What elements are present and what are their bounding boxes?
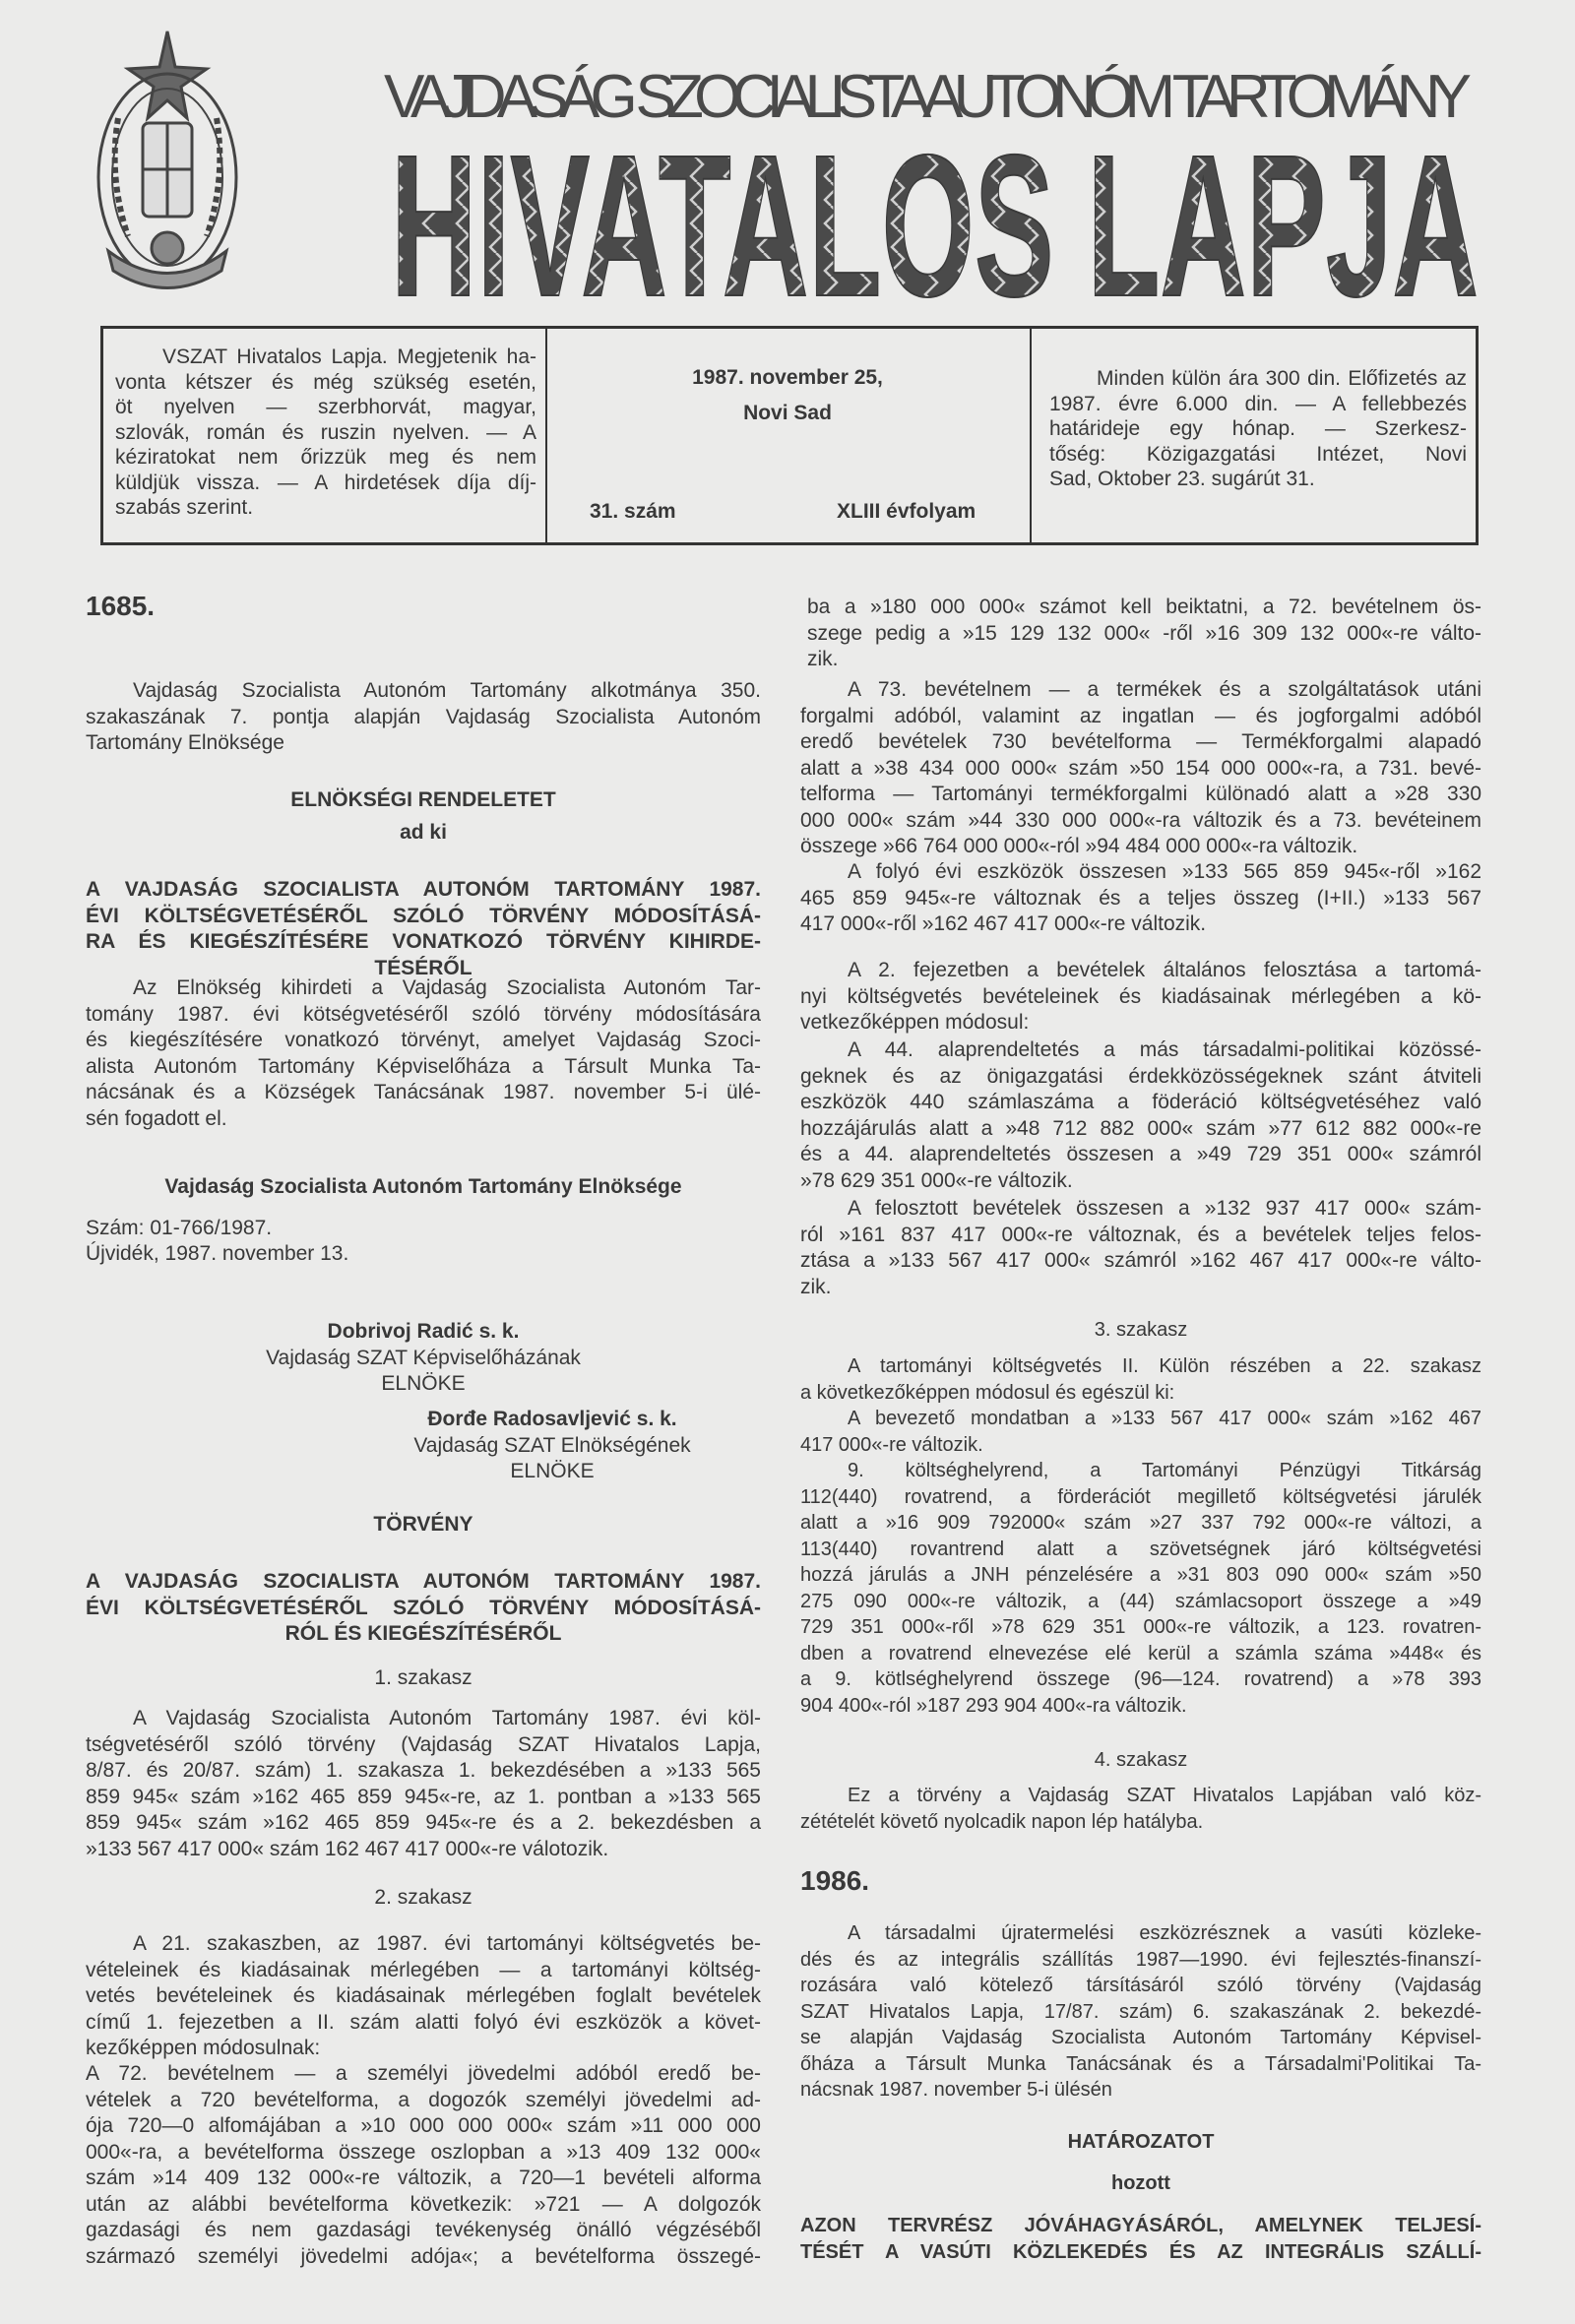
decree-heading: ELNÖKSÉGI RENDELETET xyxy=(290,788,556,811)
text-line: ÉVI KÖLTSÉGVETÉSÉRŐL SZÓLÓ TÖRVÉNY MÓDOSÍTÁSÁ- xyxy=(86,904,761,927)
paragraph xyxy=(800,1037,1481,1194)
law-title xyxy=(86,1569,761,1648)
reference-date: Újvidék, 1987. november 13. xyxy=(86,1242,349,1265)
text-line: nyi költségvetés bevételeinek és kiadásainak mérlegében a kö- xyxy=(800,984,1481,1008)
text-line: alatt a »38 434 000 000« szám »50 154 000 000«-ra, a 731. bevé- xyxy=(800,756,1481,780)
text-line: Tartomány Elnöksége xyxy=(86,731,284,754)
text-line: vonta kétszer és még szükség esetén, xyxy=(115,370,536,394)
text-line: őháza a Társult Munka Tanácsának és a Társadalmi'Politikai Ta- xyxy=(800,2052,1481,2075)
text-line: határideje egy hónap. — Szerkesz- xyxy=(1049,417,1467,440)
decree-body xyxy=(86,975,761,1132)
text-line: dés és az integrális szállítás 1987—1990. évi fejlesztés-finanszí- xyxy=(800,1948,1481,1971)
section-3-body xyxy=(800,1458,1481,1719)
text-line: zik. xyxy=(807,648,839,670)
signatory-title: ELNÖKE xyxy=(381,1372,466,1395)
text-line: TÉSÉRŐL xyxy=(374,956,472,979)
text-line: hozzájárulás alatt a »48 712 882 000« szám »77 612 882 000«-re xyxy=(800,1116,1481,1140)
text-line: ztása a »133 567 417 000« számról »162 467 417 000«-re válto- xyxy=(800,1249,1481,1272)
text-line: Sad, Oktober 23. sugárút 31. xyxy=(1049,468,1315,490)
text-line: 465 859 945«-re változnak és a teljes összeg (I+II.) »133 567 xyxy=(800,886,1481,910)
emblem-icon xyxy=(89,30,246,295)
subscription-info xyxy=(1049,366,1467,492)
preamble xyxy=(86,678,761,757)
text-line: tőség: Közigazgatási Intézet, Novi xyxy=(1049,442,1467,466)
paragraph xyxy=(800,1196,1481,1300)
text-line: dben a rovatrend elnevezése elé kerül a számla száma »448« és xyxy=(800,1642,1481,1664)
text-line: A 72. bevételnem — a személyi jövedelmi adóból eredő be- xyxy=(86,2062,761,2085)
text-line: vételeinek és kiadásainak mérlegében — a tartományi költség- xyxy=(86,1958,761,1981)
masthead-title xyxy=(379,64,1481,300)
signature-2 xyxy=(257,1407,848,1485)
text-line: és kiegészítésére vonatkozó törvényt, amelyet Vajdaság Szoci- xyxy=(86,1029,761,1051)
text-line: 1987. évre 6.000 din. — A fellebbezés xyxy=(1049,392,1467,415)
continued-text xyxy=(800,595,1481,673)
text-line: hozzá járulás a JNH pénzelésére a »31 803 090 000« szám »50 xyxy=(800,1564,1481,1586)
text-line: gazdasági és nem gazdasági tevékenység önálló végzéséből xyxy=(86,2219,761,2241)
decree-title xyxy=(86,877,761,981)
section-2-body-cont xyxy=(86,2061,761,2270)
publication-title: HIVATALOS LAPJA xyxy=(391,113,1479,300)
paragraph xyxy=(800,859,1481,938)
text-line: eredő bevételek 730 bevételforma — Termékforgalmi alapadó xyxy=(800,730,1481,753)
paragraph xyxy=(800,677,1481,860)
signatory-name: Dobrivoj Radić s. k. xyxy=(327,1320,520,1343)
section-3-body xyxy=(800,1353,1481,1406)
text-line: összege »66 764 000 000«-ról »94 484 000 000«-ra változik. xyxy=(800,835,1358,857)
text-line: 000«-ra, a bevételforma összege oszlopban a »13 409 132 000« xyxy=(86,2140,761,2164)
text-line: A tartományi költségvetés II. Külön részében a 22. szakasz xyxy=(848,1355,1481,1377)
text-line: forgalmi adóból, valamint az ingatlan — és jogforgalmi adóból xyxy=(800,704,1481,727)
text-line: RÓL ÉS KIEGÉSZÍTÉSÉRŐL xyxy=(284,1622,562,1645)
signatory-role: Vajdaság SZAT Képviselőházának xyxy=(266,1346,581,1369)
section-4-body xyxy=(800,1783,1481,1835)
text-line: című 1. fejezetben a II. szám alatti folyó évi eszközök a követ- xyxy=(86,2010,761,2034)
text-line: 729 351 000«-ről »78 629 351 000«-re változik, a 123. rovatren- xyxy=(800,1616,1481,1638)
text-line: nácsnak 1987. november 5-i ülésén xyxy=(800,2079,1112,2101)
text-line: A VAJDASÁG SZOCIALISTA AUTONÓM TARTOMÁNY 1987. xyxy=(86,1570,761,1593)
text-line: AZON TERVRÉSZ JÓVÁHAGYÁSÁRÓL, AMELYNEK TELJESÍ- xyxy=(800,2215,1481,2236)
text-line: Az Elnökség kihirdeti a Vajdaság Szocialista Autonóm Tar- xyxy=(133,976,761,999)
text-line: SZAT Hivatalos Lapja, 17/87. szám) 6. szakaszának 2. bekezdé- xyxy=(800,2000,1481,2023)
text-line: szlovák, román és ruszin nyelven. — A xyxy=(115,420,536,444)
text-line: 000 000« szám »44 330 000 000«-ra változik és a 73. bevéteinem xyxy=(800,808,1481,832)
paragraph xyxy=(800,958,1481,1036)
text-line: 9. költséghelyrend, a Tartományi Pénzügyi Titkárság xyxy=(848,1460,1481,1481)
signatory-name: Đorđe Radosavljević s. k. xyxy=(427,1408,677,1430)
text-line: 417 000«-ről »162 467 417 000«-re változik. xyxy=(800,912,1207,935)
issue-number: 31. szám xyxy=(590,500,676,523)
text-line: RA ÉS KIEGÉSZÍTÉSÉRE VONATKOZÓ TÖRVÉNY KIHIRDE- xyxy=(86,930,761,953)
issue-place: Novi Sad xyxy=(743,402,832,424)
text-line: A folyó évi eszközök összesen »133 565 859 945«-ről »162 xyxy=(848,860,1481,883)
text-line: geknek és az önigazgatási érdekközösségeknek szánt átviteli xyxy=(800,1064,1481,1088)
text-line: se alapján Vajdaság Szocialista Autonóm Tartomány Képvisel- xyxy=(800,2027,1481,2048)
text-line: A VAJDASÁG SZOCIALISTA AUTONÓM TARTOMÁNY 1987. xyxy=(86,878,761,901)
text-line: tségvetéséről szóló törvény (Vajdaság SZAT Hivatalos Lapja, xyxy=(86,1732,761,1756)
text-line: 8/87. és 20/87. szám) 1. szakasza 1. bekezdésében a »133 565 xyxy=(86,1759,761,1782)
issuer: Vajdaság Szocialista Autonóm Tartomány Elnöksége xyxy=(164,1175,682,1198)
text-line: után az alábbi bevételforma következik: »721 — A dolgozók xyxy=(86,2192,761,2216)
text-line: Minden külön ára 300 din. Előfizetés az xyxy=(1097,367,1467,390)
text-line: tomány 1987. évi kötségvetéséről szóló törvény módosítására xyxy=(86,1002,761,1026)
law-heading: TÖRVÉNY xyxy=(373,1513,473,1536)
act-number: 1986. xyxy=(800,1865,870,1896)
decision-heading: HATÁROZATOT xyxy=(1067,2131,1215,2153)
text-line: a következőképpen módosul és egészül ki: xyxy=(800,1381,1175,1404)
text-line: szege pedig a »15 129 132 000« -ről »16 309 132 000«-re válto- xyxy=(807,621,1481,645)
text-line: kezőképpen módosulnak: xyxy=(86,2037,321,2059)
section-2-heading: 2. szakasz xyxy=(374,1886,472,1909)
section-1-heading: 1. szakasz xyxy=(374,1666,472,1689)
act-number: 1685. xyxy=(86,591,156,621)
reference-number: Szám: 01-766/1987. xyxy=(86,1217,273,1239)
decision-title xyxy=(800,2213,1481,2265)
text-line: 859 945« szám »162 465 859 945«-re és a 2. bekezdésben a xyxy=(86,1811,761,1834)
text-line: öt nyelven — szerbhorvát, magyar, xyxy=(115,396,536,418)
text-line: ról »161 837 417 000«-re változnak, és a bevételek teljes felos- xyxy=(800,1223,1481,1246)
text-line: ója 720—0 alfomájában a »10 000 000 000« szám »11 000 000 xyxy=(86,2114,761,2137)
text-line: szabás szerint. xyxy=(115,496,254,519)
signature-1 xyxy=(86,1319,761,1398)
section-4-heading: 4. szakasz xyxy=(1094,1749,1188,1771)
text-line: A 2. fejezetben a bevételek általános felosztása a tartomá- xyxy=(848,959,1481,981)
preamble xyxy=(800,1920,1481,2104)
text-line: és a 44. alaprendeltetés összesen a »49 729 351 000« számról xyxy=(800,1143,1481,1165)
text-line: vetés bevételeinek és kiadásainak mérlegében foglalt bevételek xyxy=(86,1984,761,2007)
text-line: 112(440) rovatrend, a förderációt megillető költségvetési járulék xyxy=(800,1485,1481,1508)
text-line: kéziratokat nem őrizzük meg és nem xyxy=(115,446,536,469)
text-line: sén fogadott el. xyxy=(86,1106,227,1130)
text-line: Ez a törvény a Vajdaság SZAT Hivatalos Lapjában való köz- xyxy=(848,1785,1481,1806)
text-line: A Vajdaság Szocialista Autonóm Tartomány 1987. évi köl- xyxy=(133,1707,761,1729)
text-line: TÉSÉT A VASÚTI KÖZLEKEDÉS ÉS AZ INTEGRÁLIS SZÁLLÍ- xyxy=(800,2240,1481,2263)
text-line: vételek a 720 bevételforma, a dogozók személyi jövedelmi ad- xyxy=(86,2088,761,2111)
text-line: Vajdaság Szocialista Autonóm Tartomány alkotmánya 350. xyxy=(133,679,761,702)
signatory-role: Vajdaság SZAT Elnökségének xyxy=(413,1433,691,1457)
text-line: 417 000«-re változik. xyxy=(800,1433,983,1456)
text-line: 859 945« szám »162 465 859 945«-re, az 1. pontban a »133 565 xyxy=(86,1785,761,1808)
text-line: A 21. szakaszben, az 1987. évi tartományi költségvetés be- xyxy=(133,1932,761,1955)
text-line: alatt a »16 909 792000« szám »27 337 792 000«-re változi, a xyxy=(800,1512,1481,1534)
text-line: A bevezető mondatban a »133 567 417 000« szám »162 467 xyxy=(848,1408,1481,1429)
text-line: A 44. alaprendeltetés a más társadalmi-politikai közössé- xyxy=(848,1038,1481,1061)
text-line: »133 567 417 000« szám 162 467 417 000«-re válotozik. xyxy=(86,1837,609,1860)
reference xyxy=(86,1216,761,1267)
text-line: A társadalmi újratermelési eszközrésznek a vasúti közleke- xyxy=(848,1922,1481,1944)
text-line: vetkezőképpen módosul: xyxy=(800,1011,1030,1034)
text-line: zétételét követő nyolcadik napon lép hatályba. xyxy=(800,1810,1204,1833)
decree-subheading: ad ki xyxy=(400,821,447,844)
volume-number: XLIII évfolyam xyxy=(837,500,976,523)
decision-subheading: hozott xyxy=(1111,2172,1170,2194)
text-line: 275 090 000«-re változik, a (44) számlacsoport összege a »49 xyxy=(800,1590,1481,1612)
text-line: A 73. bevételnem — a termékek és a szolgáltatások utáni xyxy=(848,678,1481,701)
section-2-body xyxy=(86,1931,761,2062)
text-line: »78 629 351 000«-re változik. xyxy=(800,1168,1073,1192)
text-line: ÉVI KÖLTSÉGVETÉSÉRŐL SZÓLÓ TÖRVÉNY MÓDOSÍTÁSÁ- xyxy=(86,1596,761,1619)
publication-info xyxy=(115,345,536,521)
text-line: telforma — Tartományi termékforgalmi különadó alatt a »28 330 xyxy=(800,783,1481,805)
text-line: származó személyi jövedelmi adója«; a bevételforma összegé- xyxy=(86,2244,761,2268)
text-line: szakaszának 7. pontja alapján Vajdaság Szocialista Autonóm xyxy=(86,705,761,728)
issue-date: 1987. november 25, xyxy=(692,366,883,389)
text-line: zik. xyxy=(800,1275,832,1298)
text-line: alista Autonóm Tartomány Képviselőháza a Társult Munka Ta- xyxy=(86,1054,761,1078)
text-line: eszközök 440 számlaszáma a föderáció költségvetéséhez való xyxy=(800,1091,1481,1113)
section-3-heading: 3. szakasz xyxy=(1094,1319,1188,1341)
text-line: VSZAT Hivatalos Lapja. Megjetenik ha- xyxy=(162,345,536,368)
text-line: 904 400«-ról »187 293 904 400«-ra változik. xyxy=(800,1694,1187,1717)
text-line: rozására való kötelező társításáról szóló törvény (Vajdaság xyxy=(800,1975,1481,1996)
text-line: 113(440) rovantrend alatt a szövetségnek járó költségvetési xyxy=(800,1538,1481,1560)
text-line: nácsának és a Községek Tanácsának 1987. november 5-i ülé- xyxy=(86,1081,761,1103)
text-line: szám »14 409 132 000«-re változik, a 720—1 bevételi alforma xyxy=(86,2167,761,2189)
text-line: küldjük vissza. — A hirdetések díja díj- xyxy=(115,471,536,494)
text-line: ba a »180 000 000« számot kell beiktatni, a 72. bevételnem ös- xyxy=(807,596,1481,618)
signatory-title: ELNÖKE xyxy=(510,1460,595,1482)
text-line: A felosztott bevételek összesen a »132 937 417 000« szám- xyxy=(848,1197,1481,1220)
region-title: VAJDASÁG SZOCIALISTA AUTONÓM TARTOMÁNY xyxy=(384,64,1472,131)
section-1-body xyxy=(86,1706,761,1862)
section-3-body xyxy=(800,1406,1481,1458)
text-line: a 9. kötlséghelyrend összege (96—124. rovatrend) a »78 393 xyxy=(800,1668,1481,1690)
